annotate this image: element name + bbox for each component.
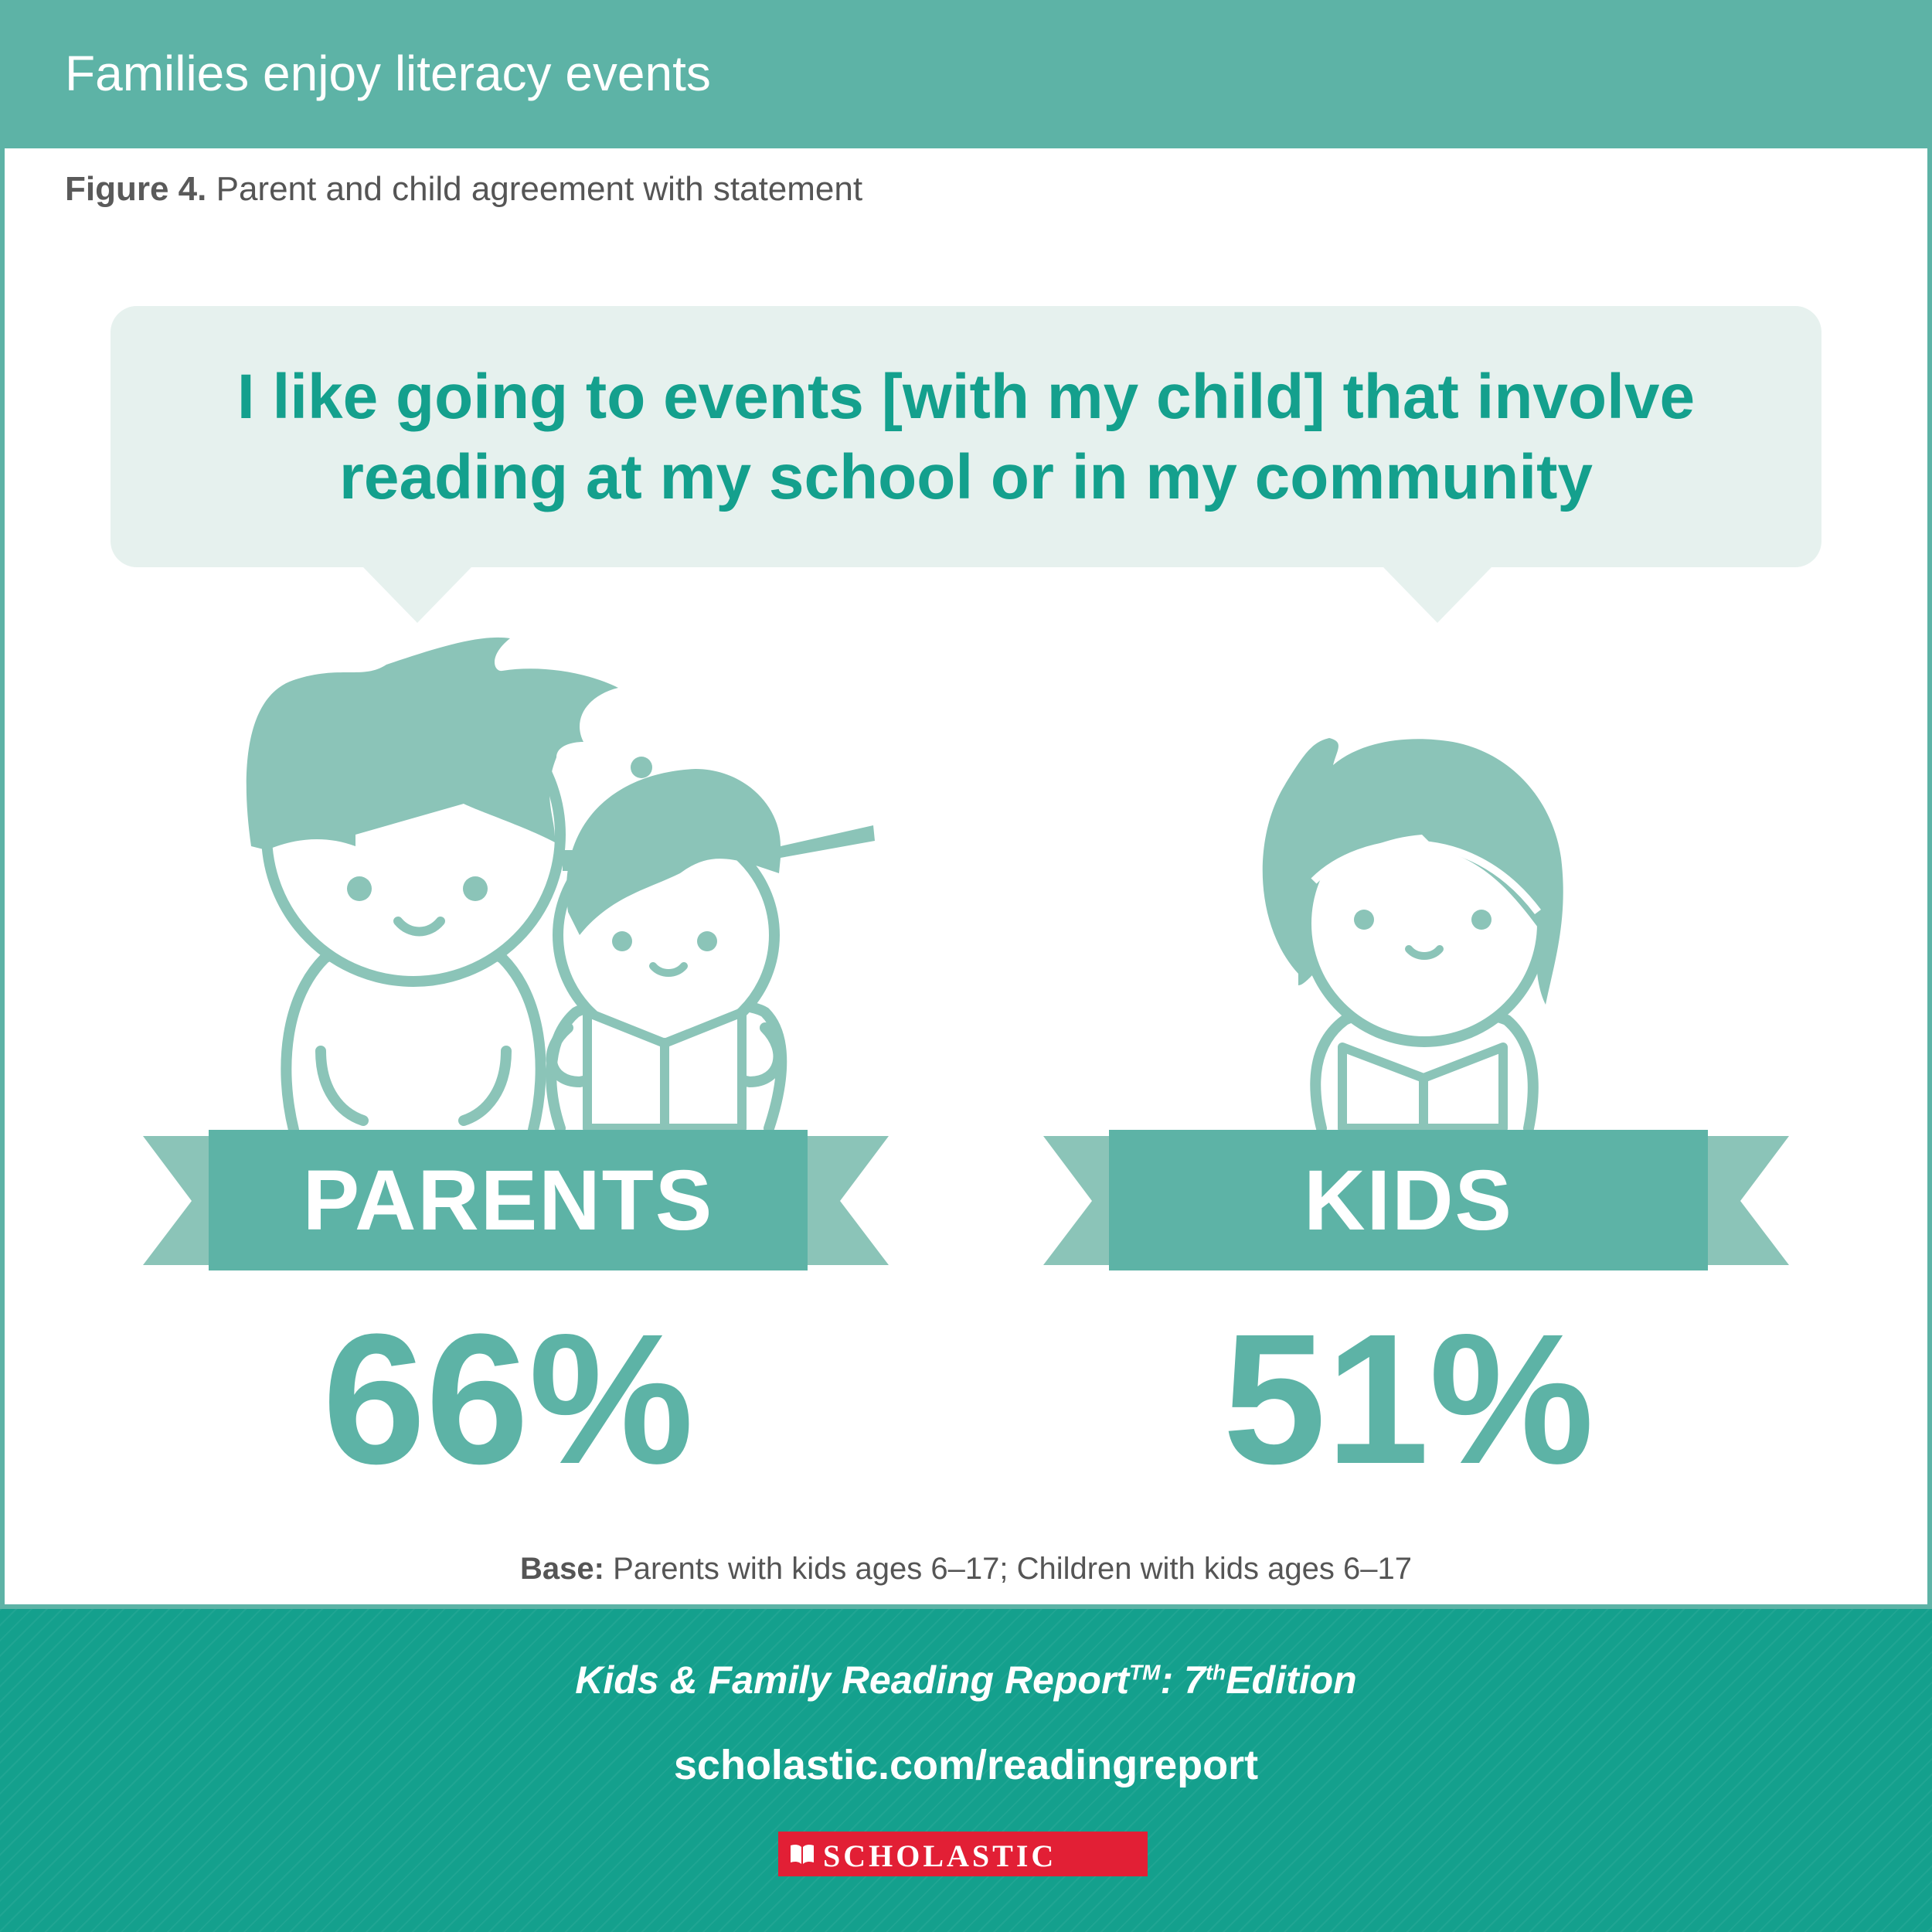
boy-cap-button [631,757,652,778]
kids-percent: 51% [1223,1295,1594,1502]
parent-eye-right [463,876,488,901]
figure-label: Figure 4. [65,170,207,208]
report-title-th: th [1205,1660,1226,1685]
speech-bubble-tail-left [363,567,471,623]
girl-book-icon [1342,1047,1503,1128]
base-note [0,1552,1932,1587]
page-title: Families enjoy literacy events [65,46,711,101]
girl-eye-right [1471,910,1492,930]
base-text: Parents with kids ages 6–17; Children with kids ages 6–17 [613,1552,1412,1586]
parents-percent: 66% [322,1295,694,1502]
report-url-link[interactable]: scholastic.com/readingreport [673,1742,1259,1788]
report-title-main: Kids & Family Reading Report [575,1658,1130,1702]
report-title [0,1658,1932,1702]
boy-eye-left [612,931,632,951]
scholastic-logo[interactable] [778,1832,1148,1876]
girl-eye-left [1354,910,1374,930]
speech-bubble-tail-right [1383,567,1492,623]
book-logo-icon [789,1842,815,1866]
statement-line-1: I like going to events [with my child] that involve [236,362,1696,432]
parents-label: PARENTS [302,1153,714,1248]
statement-line-2: reading at my school or in my community [338,442,1594,512]
figure-caption-text: Parent and child agreement with statement [216,170,863,208]
report-title-edition: Edition [1226,1658,1357,1702]
logo-text: SCHOLASTIC [823,1838,1057,1873]
base-label: Base: [519,1552,604,1586]
kids-label: KIDS [1304,1153,1513,1248]
report-title-tm: TM [1129,1660,1161,1685]
report-title-sep: : 7 [1160,1658,1206,1702]
parent-eye-left [347,876,372,901]
boy-eye-right [697,931,717,951]
